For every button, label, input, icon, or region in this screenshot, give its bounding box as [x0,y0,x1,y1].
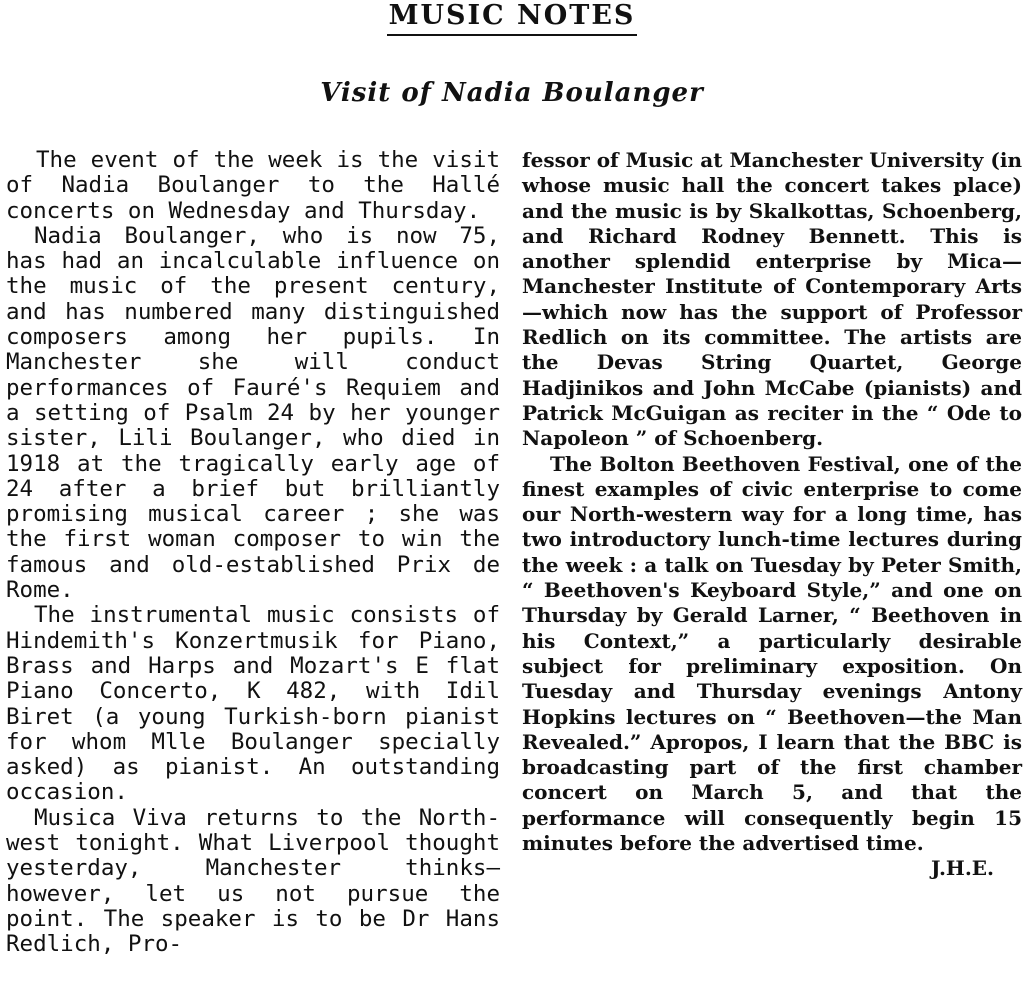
author-signature: J.H.E. [931,856,994,881]
paragraph: Nadia Boulanger, who is now 75, has had an incalculable influence on the music of the present century, and has numbered many distinguished composers among her pupils. In Manchester she will conduct performances of Fauré's Requiem and a setting of Psalm 24 by her younger sister, Lili Boulanger, who died in 1918 at the tragically early age of 24 after a brief but brilliantly promising musical career ; she was the first woman composer to win the famous and old-established Prix de Rome. [6,222,500,604]
section-label-wrapper [0,0,1024,36]
paragraph-text: The Bolton Beethoven Festival, one of the finest examples of civic enterprise to come our North-western way for a long time, has two introductory lunch-time lectures during the week : a talk on Tuesday by Peter Smith, “ Beethoven's Keyboard Style,” and one on Thursday by Gerald Larner, “ Beethoven in his Context,” a particularly desirable subject for preliminary exposition. On Tuesday and Thursday evenings Antony Hopkins lectures on “ Beethoven—the Man Revealed.” Apropos, I learn that the BBC is broadcasting part of the first chamber concert on March 5, and that the performance will consequently begin 15 minutes before the advertised time. [522,451,1022,856]
paragraph: The event of the week is the visit of Nadia Boulanger to the Hallé concerts on Wednesday and Thursday. [6,147,500,224]
paragraph: fessor of Music at Manchester University (in whose music hall the concert takes place) and the music is by Skalkottas, Schoenberg, and Richard Rodney Bennett. This is another splendid enterprise by Mica—Manchester Institute of Contemporary Arts —which now has the support of Professor Redlich on its committee. The artists are the Devas String Quartet, George Hadjinikos and John McCabe (pianists) and Patrick McGuigan as reciter in the “ Ode to Napoleon ” of Schoenberg. [522,148,1022,451]
right-column [522,148,1022,882]
paragraph: Musica Viva returns to the North-west tonight. What Liverpool thought yesterday, Manchester thinks—however, let us not pursue the point. The speaker is to be Dr Hans Redlich, Pro- [6,804,500,958]
section-label: MUSIC NOTES [387,0,638,36]
paragraph [522,452,1022,882]
headline: Visit of Nadia Boulanger [320,78,704,108]
left-column [6,148,500,958]
paragraph: The instrumental music consists of Hindemith's Konzertmusik for Piano, Brass and Harps and Mozart's E flat Piano Concerto, K 482, with Idil Biret (a young Turkish-born pianist for whom Mlle Boulanger specially asked) as pianist. An outstanding occasion. [6,602,500,806]
